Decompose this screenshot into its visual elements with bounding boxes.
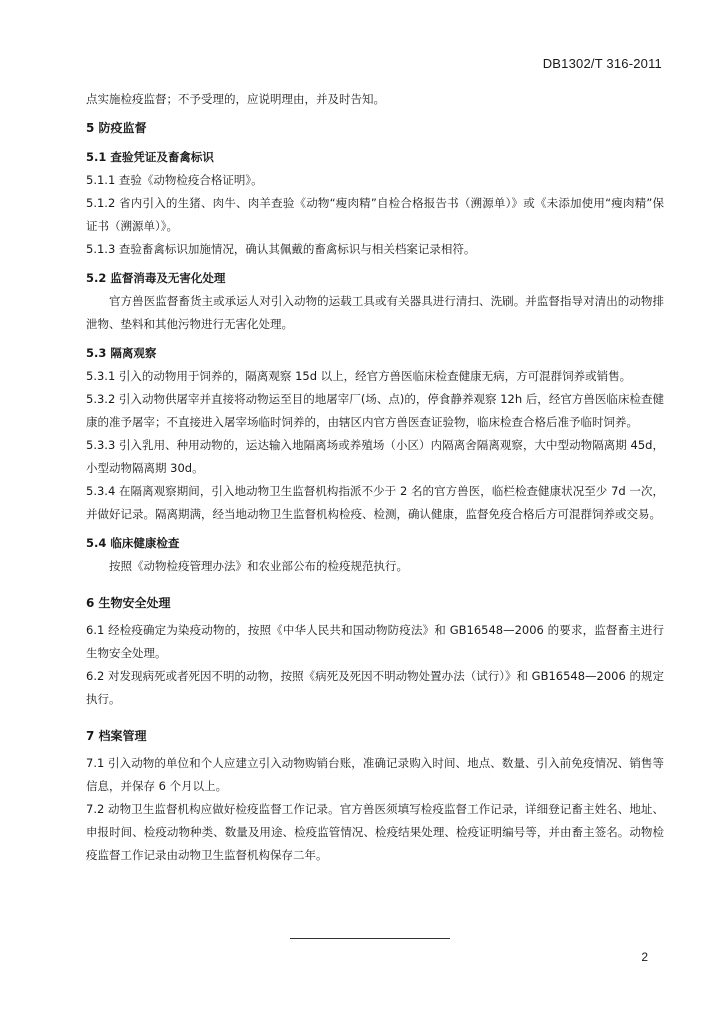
paragraph-continuation: 点实施检疫监督；不予受理的，应说明理由，并及时告知。 [86, 92, 385, 106]
subsection-heading-5-4: 5.4 临床健康检查 [86, 536, 180, 550]
clause-5-3-2: 5.3.2 引入动物供屠宰并直接将动物运至目的地屠宰厂(场、点)的，停食静养观察 12h 后，经官方兽医临床检查健康的准予屠宰；不直接进入屠宰场临时饲养的，由辖区内官方兽医查证验物，临床检查合格后准予临时饲养。 [86, 392, 664, 429]
clause-5-3-1: 5.3.1 引入的动物用于饲养的，隔离观察 15d 以上，经官方兽医临床检查健康无病，方可混群饲养或销售。 [86, 369, 632, 383]
section-heading-6: 6 生物安全处理 [86, 596, 171, 610]
clause-5-4-text: 按照《动物检疫管理办法》和农业部公布的检疫规范执行。 [109, 559, 408, 573]
clause-5-2-text: 官方兽医监督畜货主或承运人对引入动物的运载工具或有关器具进行清扫、洗刷。并监督指导对清出的动物排泄物、垫料和其他污物进行无害化处理。 [86, 294, 664, 331]
subsection-heading-5-2: 5.2 监督消毒及无害化处理 [86, 271, 226, 285]
clause-5-3-3: 5.3.3 引入乳用、种用动物的，运达输入地隔离场或养殖场（小区）内隔离舍隔离观察，大中型动物隔离期 45d，小型动物隔离期 30d。 [86, 438, 664, 475]
clause-5-1-1: 5.1.1 查验《动物检疫合格证明》。 [86, 173, 263, 187]
clause-6-2: 6.2 对发现病死或者死因不明的动物，按照《病死及死因不明动物处置办法（试行）》和 GB16548—2006 的规定执行。 [86, 669, 664, 706]
subsection-heading-5-1: 5.1 查验凭证及畜禽标识 [86, 150, 214, 164]
section-heading-7: 7 档案管理 [86, 729, 147, 743]
clause-6-1: 6.1 经检疫确定为染疫动物的，按照《中华人民共和国动物防疫法》和 GB16548—2006 的要求，监督畜主进行生物安全处理。 [86, 623, 664, 660]
clause-5-1-2: 5.1.2 省内引入的生猪、肉牛、肉羊查验《动物“瘦肉精”自检合格报告书（溯源单）》或《未添加使用“瘦肉精”保证书（溯源单）》。 [86, 196, 664, 233]
document-body [86, 88, 664, 867]
section-heading-5: 5 防疫监督 [86, 121, 147, 135]
clause-5-1-3: 5.1.3 查验畜禽标识加施情况，确认其佩戴的畜禽标识与相关档案记录相符。 [86, 242, 476, 256]
clause-7-2: 7.2 动物卫生监督机构应做好检疫监督工作记录。官方兽医须填写检疫监督工作记录，详细登记畜主姓名、地址、申报时间、检疫动物种类、数量及用途、检疫监管情况、检疫结果处理、检疫证明编号等，并由畜主签名。动物检疫监督工作记录由动物卫生监督机构保存二年。 [86, 802, 664, 862]
clause-7-1: 7.1 引入动物的单位和个人应建立引入动物购销台账，准确记录购入时间、地点、数量、引入前免疫情况、销售等信息，并保存 6 个月以上。 [86, 756, 664, 793]
subsection-heading-5-3: 5.3 隔离观察 [86, 346, 157, 360]
document-code: DB1302/T 316-2011 [542, 56, 662, 71]
page-number: 2 [641, 950, 648, 964]
clause-5-3-4: 5.3.4 在隔离观察期间，引入地动物卫生监督机构指派不少于 2 名的官方兽医，临栏检查健康状况至少 7d 一次，并做好记录。隔离期满，经当地动物卫生监督机构检疫、检测，确认健康，监督免疫合格后方可混群饲养或交易。 [86, 484, 664, 521]
footnote-divider [290, 938, 450, 939]
